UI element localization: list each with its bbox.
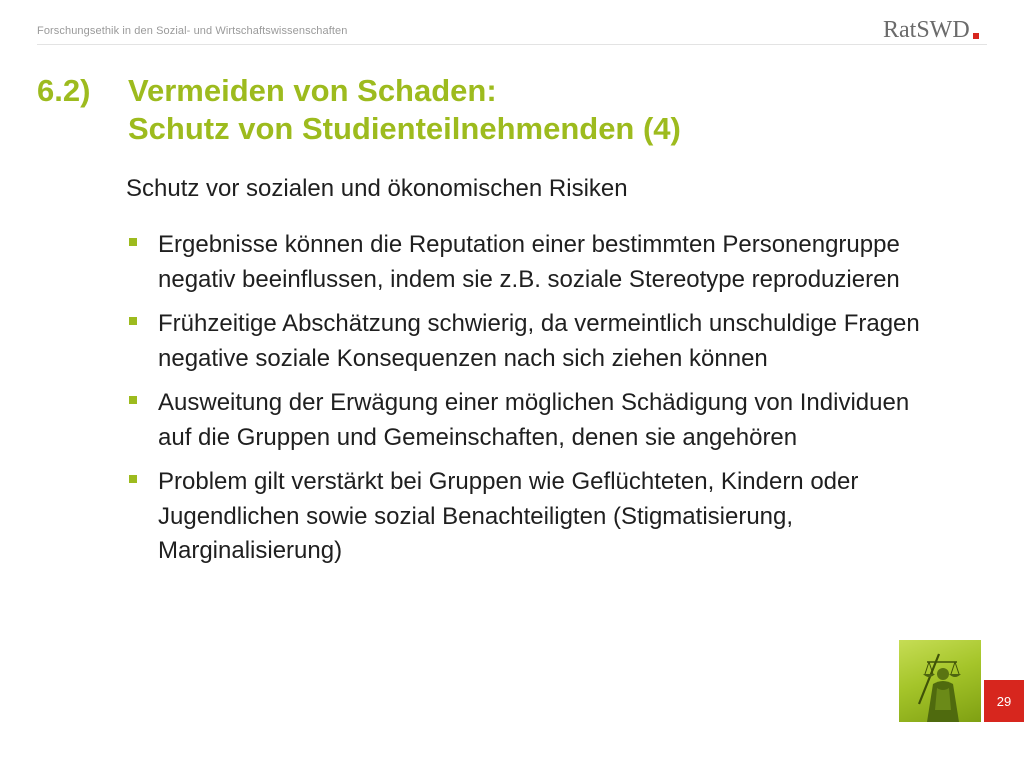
bullet-item (126, 307, 926, 376)
header-divider (37, 44, 987, 45)
bullet-text: Ausweitung der Erwägung einer möglichen Schädigung von Individuen auf die Gruppen und Gemeinschaften, denen sie angehören (158, 389, 910, 451)
subheading: Schutz vor sozialen und ökonomischen Risiken (126, 175, 628, 202)
bullet-text: Ergebnisse können die Reputation einer bestimmten Personengruppe negativ beeinflussen, indem sie z.B. soziale Stereotype reproduzieren (158, 231, 900, 293)
bullet-text: Frühzeitige Abschätzung schwierig, da vermeintlich unschuldige Fragen negative soziale Konsequenzen nach sich ziehen können (158, 310, 920, 372)
bullet-square-icon (129, 238, 137, 246)
bullet-square-icon (129, 317, 137, 325)
title-line-2: Schutz von Studienteilnehmenden (4) (128, 111, 681, 146)
title-line-1: Vermeiden von Schaden: (128, 73, 497, 108)
bullet-text: Problem gilt verstärkt bei Gruppen wie Geflüchteten, Kindern oder Jugendlichen sowie sozial Benachteiligten (Stigmatisierung, Marginalisierung) (158, 468, 859, 564)
logo-text: RatSWD (883, 17, 970, 43)
bullet-item (126, 228, 926, 297)
bullet-square-icon (129, 475, 137, 483)
title-text (128, 72, 681, 148)
bullet-item (126, 465, 926, 569)
header-text: Forschungsethik in den Sozial- und Wirtschaftswissenschaften (37, 25, 348, 37)
ratswd-logo (883, 10, 979, 42)
bullet-list (126, 228, 926, 579)
logo-dot (973, 33, 979, 39)
page-number-badge: 29 (984, 680, 1024, 722)
title-number: 6.2) (37, 73, 91, 108)
justitia-statue-image (899, 640, 981, 722)
bullet-square-icon (129, 396, 137, 404)
bullet-item (126, 386, 926, 455)
